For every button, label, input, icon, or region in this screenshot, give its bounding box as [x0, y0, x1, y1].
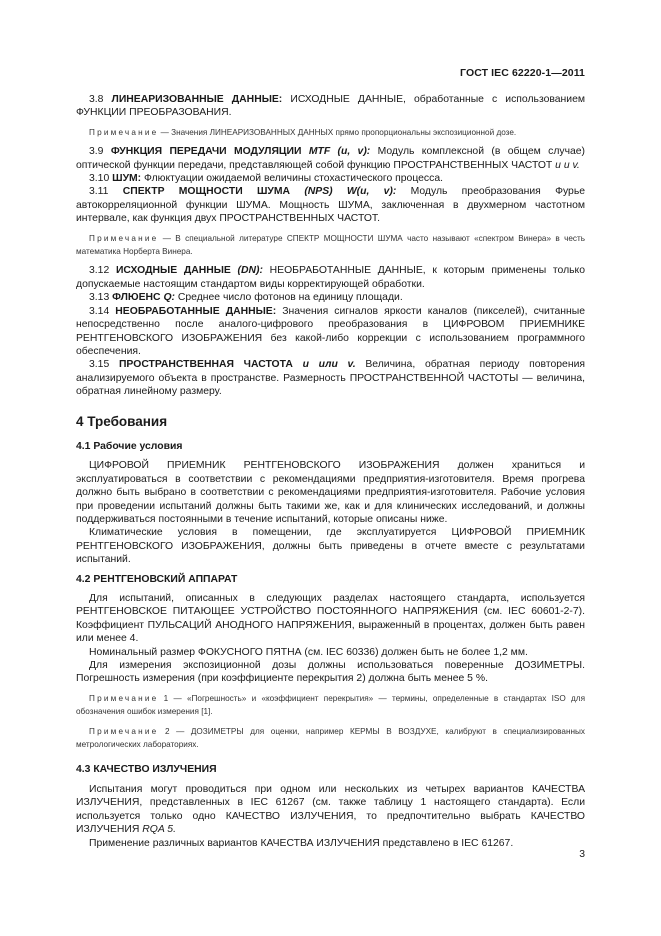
definition-3-10 [76, 172, 585, 185]
clause-number: 3.10 [89, 173, 110, 185]
paragraph: Климатические условия в помещении, где эксплуатируется ЦИФРОВОЙ ПРИЕМНИК РЕНТГЕНОВСКОГО ИЗОБРАЖЕНИЯ, должны быть приведены в отчете вместе с результатами испытаний. [76, 527, 585, 566]
subsection-title: 4.1 Рабочие условия [76, 440, 183, 452]
term: ФЛЮЕНС [112, 292, 161, 304]
note-text: — В специальной литературе СПЕКТР МОЩНОСТИ ШУМА часто называют «спектром Винера» в честь математика Норберта Винера. [76, 233, 585, 257]
term: ПРОСТРАНСТВЕННАЯ ЧАСТОТА [118, 359, 293, 371]
definition-text: НЕОБРАБОТАННЫЕ ДАННЫЕ, к которым применены только допускаемые настоящим стандартом виды корректирующей обработки. [76, 265, 585, 290]
term: ЛИНЕАРИЗОВАННЫЕ ДАННЫЕ: [111, 94, 283, 105]
definition-3-15 [76, 358, 585, 398]
term-symbol: (NPS) W(u, v): [304, 186, 397, 198]
clause-number: 3.12 [89, 265, 110, 277]
definition-3-11 [76, 185, 585, 225]
definition-3-13 [76, 291, 585, 304]
definition-text: Модуль преобразования Фурье автокорреляционной функции ШУМА. Мощность ШУМА, заключенная в двухмерном частотном интервале, как функция двух ПРОСТРАНСТВЕННЫХ ЧАСТОТ. [76, 186, 586, 225]
clause-number: 3.8 [89, 94, 104, 105]
note-4-2-2 [76, 725, 585, 752]
radiation-quality-code: RQA 5. [142, 824, 176, 836]
subsection-title: 4.2 РЕНТГЕНОВСКИЙ АППАРАТ [76, 573, 238, 585]
clause-number: 3.9 [89, 146, 104, 158]
note-label: Примечание [89, 233, 159, 243]
page-content [76, 93, 585, 850]
clause-number: 3.15 [89, 359, 110, 371]
definition-text: ИСХОДНЫЕ ДАННЫЕ, обработанные с использованием ФУНКЦИИ ПРЕОБРАЗОВАНИЯ. [76, 94, 586, 119]
term: НЕОБРАБОТАННЫЕ ДАННЫЕ: [115, 305, 277, 317]
definition-text: Величина, обратная периоду повторения анализируемого объекта в пространстве. Размерность ПРОСТРАНСТВЕННОЙ ЧАСТОТЫ — величина, обратная линейному размеру. [76, 359, 586, 398]
definition-text: Значения сигналов яркости каналов (пикселей), считанные непосредственно после аналого-цифрового преобразования в ЦИФРОВОМ ПРИЕМНИКЕ РЕНТГЕНОВСКОГО ИЗОБРАЖЕНИЯ без какой-либо коррекции с использованием программного обеспечения. [76, 305, 586, 357]
term: ФУНКЦИЯ ПЕРЕДАЧИ МОДУЛЯЦИИ [110, 146, 302, 158]
definition-text: Флюктуации ожидаемой величины стохастического процесса. [144, 173, 443, 185]
term: ИСХОДНЫЕ ДАННЫЕ [115, 265, 231, 277]
definition-3-8 [76, 93, 585, 120]
definition-text: Среднее число фотонов на единицу площади. [177, 292, 403, 304]
standard-header: ГОСТ IEC 62220-1—2011 [460, 67, 585, 79]
note-label: Примечание [89, 693, 159, 703]
paragraph [76, 783, 585, 837]
note-4-2-1 [76, 692, 585, 719]
note-3-8 [76, 126, 585, 139]
definition-symbol: u и v. [555, 159, 580, 171]
paragraph: Для испытаний, описанных в следующих разделах настоящего стандарта, используется РЕНТГЕНОВСКОЕ ПИТАЮЩЕЕ УСТРОЙСТВО ПОСТОЯННОГО НАПРЯЖЕНИЯ (см. IEC 60601-2-7). Коэффициент ПУЛЬСАЦИЙ АНОДНОГО НАПРЯЖЕНИЯ, выраженный в процентах, должен быть равен или менее 4. [76, 593, 585, 645]
page-number: 3 [579, 849, 585, 860]
paragraph: Применение различных вариантов КАЧЕСТВА ИЗЛУЧЕНИЯ представлено в IEC 61267. [89, 837, 514, 849]
term: СПЕКТР МОЩНОСТИ ШУМА [122, 186, 291, 198]
definition-3-9 [76, 145, 585, 172]
term-symbol: u или v. [302, 359, 356, 371]
definition-3-14 [76, 305, 585, 359]
term-symbol: Q: [163, 292, 175, 304]
term-symbol: MTF (u, v): [308, 146, 371, 158]
clause-number: 3.13 [89, 292, 110, 304]
note-text: 2 — ДОЗИМЕТРЫ для оценки, например КЕРМЫ В ВОЗДУХЕ, калибруют в специализированных метрологических лабораториях. [76, 726, 586, 750]
note-text: — Значения ЛИНЕАРИЗОВАННЫХ ДАННЫХ прямо пропорциональны экспозиционной дозе. [160, 127, 517, 137]
paragraph: Номинальный размер ФОКУСНОГО ПЯТНА (см. IEC 60336) должен быть не более 1,2 мм. [89, 646, 528, 658]
clause-number: 3.11 [89, 186, 109, 198]
paragraph: ЦИФРОВОЙ ПРИЕМНИК РЕНТГЕНОВСКОГО ИЗОБРАЖЕНИЯ должен храниться и эксплуатироваться в соответствии с рекомендациями предприятия-изготовителя. Время прогрева должно быть выбрано в соответствии с рекомендациями предприятия-изготовителя. Рабочие условия при проведении испытаний должны быть такими же, как и для клинических исследований, и должны поддерживаться постоянными в течение испытаний, которые описаны ниже. [76, 460, 585, 525]
section-title: 4 Требования [76, 413, 168, 429]
definition-text: Модуль комплексной (в общем случае) оптической функции передачи, представляющей собой функцию ПРОСТРАНСТВЕННЫХ ЧАСТОТ [76, 146, 586, 171]
paragraph: Для измерения экспозиционной дозы должны использоваться поверенные ДОЗИМЕТРЫ. Погрешность измерения (при коэффициенте перекрытия 2) должна быть менее 5 %. [76, 660, 585, 685]
term-symbol: (DN): [237, 265, 263, 277]
note-3-11 [76, 232, 585, 259]
term: ШУМ: [112, 173, 142, 185]
note-label: Примечание [89, 127, 159, 137]
subsection-title: 4.3 КАЧЕСТВО ИЗЛУЧЕНИЯ [76, 764, 217, 776]
note-text: 1 — «Погрешность» и «коэффициент перекрытия» — термины, определенные в стандартах ISO для обозначения ошибок измерения [1]. [76, 693, 586, 717]
definition-3-12 [76, 264, 585, 291]
paragraph-text: Испытания могут проводиться при одном или нескольких из четырех вариантов КАЧЕСТВА ИЗЛУЧЕНИЯ, представленных в IEC 61267 (см. также таблицу 1 настоящего стандарта). Если используется только одно КАЧЕСТВО ИЗЛУЧЕНИЯ, то предпочтительно выбрать КАЧЕСТВО ИЗЛУЧЕНИЯ [76, 783, 585, 836]
clause-number: 3.14 [89, 305, 110, 317]
note-label: Примечание [89, 726, 159, 736]
